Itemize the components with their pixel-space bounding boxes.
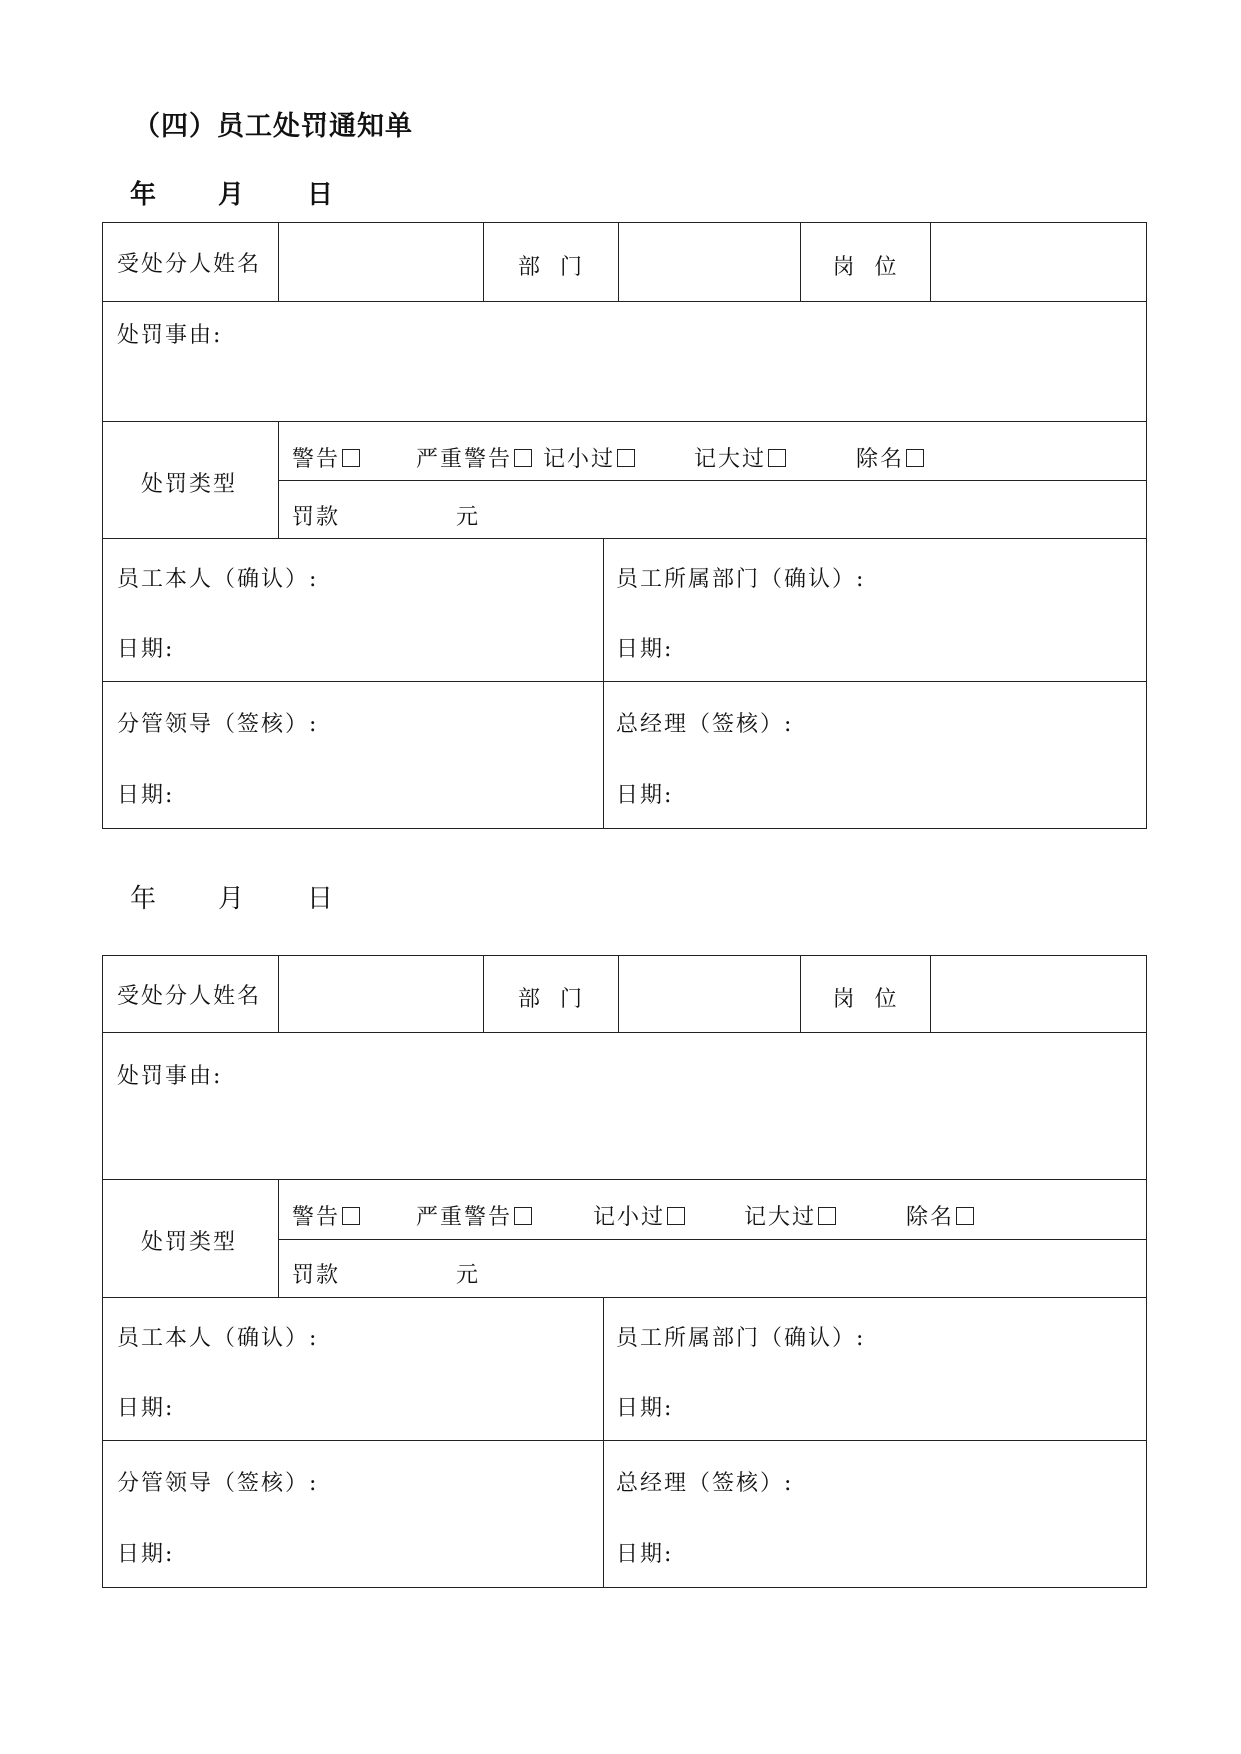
- option-dismissal[interactable]: 除名: [906, 1200, 974, 1231]
- type-options-line: [279, 1180, 1146, 1240]
- gm-review-cell[interactable]: [603, 682, 1146, 828]
- review-row: [103, 1441, 1146, 1587]
- month-label: 月: [218, 884, 245, 914]
- dept-label: 部 门: [518, 987, 584, 1012]
- day-label: 日: [307, 180, 334, 210]
- dept-confirm-label: 员工所属部门（确认）:: [616, 567, 866, 592]
- reason-row[interactable]: [103, 1033, 1146, 1180]
- employee-confirm-cell[interactable]: [103, 539, 603, 681]
- checkbox[interactable]: [342, 1207, 360, 1225]
- confirm-row: [103, 1298, 1146, 1441]
- dept-confirm-label: 员工所属部门（确认）:: [616, 1326, 866, 1351]
- option-minor-demerit[interactable]: 记小过: [543, 442, 635, 473]
- date-label: 日期:: [616, 637, 674, 662]
- page-title: （四）员工处罚通知单: [133, 111, 413, 142]
- header-row: [103, 223, 1146, 302]
- dept-label-cell: [483, 956, 618, 1032]
- type-options-cell: [278, 422, 1146, 538]
- type-row: [103, 422, 1146, 539]
- date-label: 日期:: [117, 1396, 175, 1421]
- dept-field[interactable]: [618, 223, 800, 301]
- day-label: 日: [307, 884, 334, 914]
- year-label: 年: [130, 180, 157, 210]
- checkbox[interactable]: [342, 449, 360, 467]
- name-label-cell: [103, 223, 278, 301]
- reason-label: 处罚事由:: [117, 323, 223, 348]
- type-row: [103, 1180, 1146, 1298]
- manager-review-cell[interactable]: [103, 1441, 603, 1587]
- confirm-row: [103, 539, 1146, 682]
- employee-confirm-cell[interactable]: [103, 1298, 603, 1440]
- name-label-cell: [103, 956, 278, 1032]
- position-label-cell: [800, 956, 930, 1032]
- type-label: 处罚类型: [141, 472, 238, 497]
- checkbox[interactable]: [617, 449, 635, 467]
- option-dismissal[interactable]: 除名: [856, 442, 924, 473]
- type-label-cell: [103, 422, 278, 538]
- position-label: 岗 位: [832, 987, 899, 1012]
- header-row: [103, 956, 1146, 1033]
- employee-confirm-label: 员工本人（确认）:: [117, 567, 319, 592]
- dept-confirm-cell[interactable]: [603, 539, 1146, 681]
- checkbox[interactable]: [514, 1207, 532, 1225]
- review-row: [103, 682, 1146, 828]
- checkbox[interactable]: [768, 449, 786, 467]
- type-label-cell: [103, 1180, 278, 1297]
- month-label: 月: [218, 180, 245, 210]
- checkbox[interactable]: [514, 449, 532, 467]
- fine-label: 罚款: [292, 1263, 341, 1288]
- manager-review-label: 分管领导（签核）:: [117, 1471, 319, 1496]
- manager-review-label: 分管领导（签核）:: [117, 712, 319, 737]
- dept-field[interactable]: [618, 956, 800, 1032]
- checkbox[interactable]: [956, 1207, 974, 1225]
- option-major-demerit[interactable]: 记大过: [694, 442, 786, 473]
- dept-label: 部 门: [518, 255, 584, 280]
- dept-confirm-cell[interactable]: [603, 1298, 1146, 1440]
- fine-label: 罚款: [292, 505, 341, 530]
- checkbox[interactable]: [667, 1207, 685, 1225]
- penalty-form-2: [102, 955, 1147, 1588]
- position-field[interactable]: [930, 956, 1146, 1032]
- penalty-form-1: [102, 222, 1147, 829]
- checkbox[interactable]: [818, 1207, 836, 1225]
- name-label: 受处分人姓名: [117, 252, 262, 277]
- checkbox[interactable]: [906, 449, 924, 467]
- type-label: 处罚类型: [141, 1230, 238, 1255]
- date-label: 日期:: [616, 1396, 674, 1421]
- reason-row[interactable]: [103, 302, 1146, 422]
- type-options-cell: [278, 1180, 1146, 1297]
- position-label: 岗 位: [832, 255, 899, 280]
- option-minor-demerit[interactable]: 记小过: [593, 1200, 685, 1231]
- reason-label: 处罚事由:: [117, 1064, 223, 1089]
- fine-unit: 元: [456, 1263, 481, 1288]
- employee-confirm-label: 员工本人（确认）:: [117, 1326, 319, 1351]
- year-label: 年: [130, 884, 157, 914]
- fine-unit: 元: [456, 505, 481, 530]
- option-major-demerit[interactable]: 记大过: [744, 1200, 836, 1231]
- name-label: 受处分人姓名: [117, 984, 262, 1009]
- option-serious-warning[interactable]: 严重警告: [416, 1200, 532, 1231]
- position-label-cell: [800, 223, 930, 301]
- date-label: 日期:: [616, 783, 674, 808]
- gm-review-cell[interactable]: [603, 1441, 1146, 1587]
- gm-review-label: 总经理（签核）:: [616, 712, 794, 737]
- gm-review-label: 总经理（签核）:: [616, 1471, 794, 1496]
- option-warning[interactable]: 警告: [292, 1200, 360, 1231]
- date-label: 日期:: [616, 1542, 674, 1567]
- name-field[interactable]: [278, 223, 483, 301]
- name-field[interactable]: [278, 956, 483, 1032]
- date-label: 日期:: [117, 1542, 175, 1567]
- option-serious-warning[interactable]: 严重警告: [416, 442, 532, 473]
- dept-label-cell: [483, 223, 618, 301]
- date-label: 日期:: [117, 783, 175, 808]
- position-field[interactable]: [930, 223, 1146, 301]
- manager-review-cell[interactable]: [103, 682, 603, 828]
- option-warning[interactable]: 警告: [292, 442, 360, 473]
- date-label: 日期:: [117, 637, 175, 662]
- type-options-line: [279, 422, 1146, 481]
